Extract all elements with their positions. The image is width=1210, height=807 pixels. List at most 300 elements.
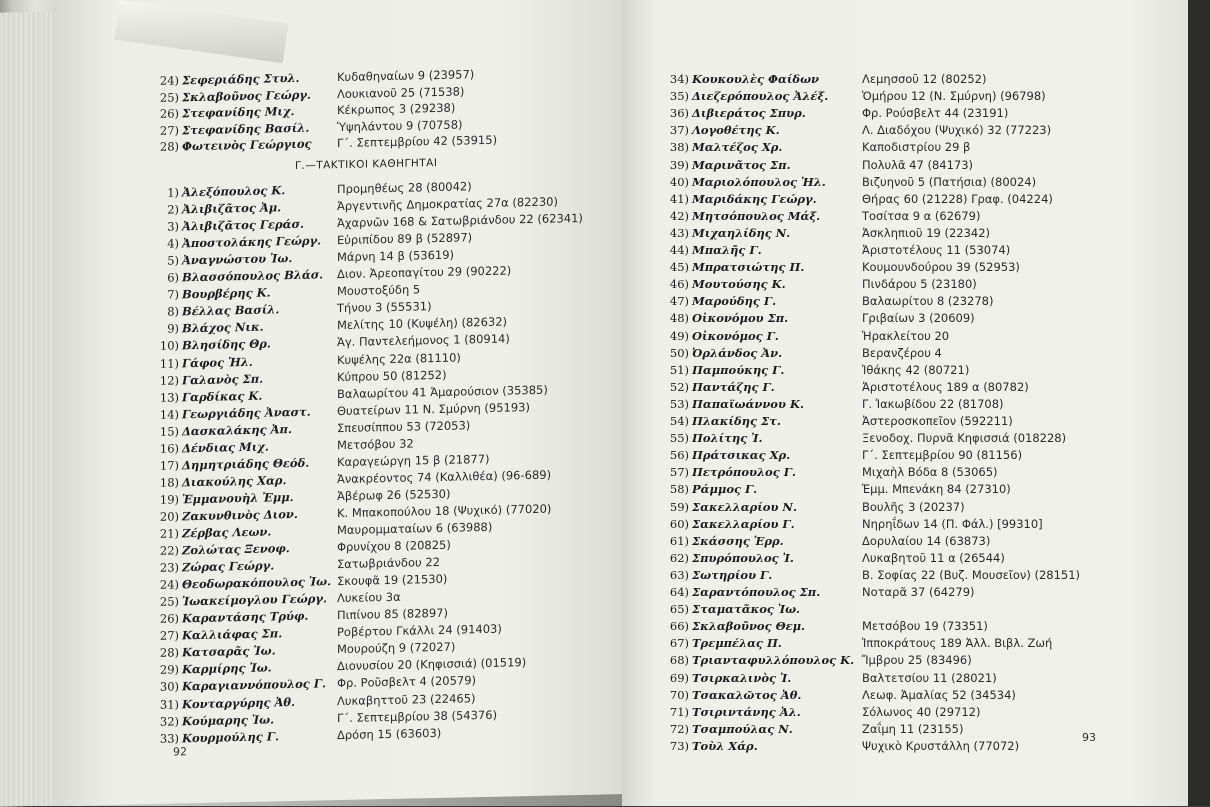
entry-name: Μαρούδης Γ. bbox=[692, 294, 777, 309]
entry-number: 34) bbox=[669, 72, 689, 86]
entry-address: Μάρνη 14 β (53619) bbox=[337, 247, 455, 265]
entry-name: Ἀποστολάκης Γεώργ. bbox=[182, 233, 322, 251]
entry-number: 15) bbox=[159, 424, 179, 439]
entry-number: 39) bbox=[669, 157, 689, 172]
entry-name-row bbox=[147, 217, 304, 234]
entry-name: Μιχαηλίδης Ν. bbox=[692, 225, 791, 240]
entry-name-row bbox=[147, 559, 274, 576]
entry-number: 63) bbox=[669, 567, 689, 582]
entry-name-row bbox=[147, 320, 264, 336]
entry-name-row bbox=[657, 140, 782, 154]
entry-name: Μπαλῆς Γ. bbox=[692, 243, 762, 257]
entry-name-row bbox=[147, 661, 272, 678]
entry-address: Ὁμήρου 12 (Ν. Σμύρνη) (96798) bbox=[862, 89, 1046, 104]
entry-name: Βουρβέρης Κ. bbox=[182, 285, 271, 302]
entry-number: 44) bbox=[669, 243, 689, 257]
entry-number: 65) bbox=[669, 602, 689, 617]
entry-number: 73) bbox=[669, 738, 689, 753]
entry-address: Ἱπποκράτους 189 Ἀλλ. Βιβλ. Ζωή bbox=[862, 636, 1053, 651]
entry-address: Δρόση 15 (63603) bbox=[337, 725, 442, 742]
entry-number: 27) bbox=[159, 123, 179, 138]
entry-number: 58) bbox=[669, 482, 689, 497]
entry-address: Νηρηΐδων 14 (Π. Φάλ.) [99310] bbox=[862, 516, 1043, 531]
entry-name-row bbox=[657, 192, 817, 206]
entry-name-row bbox=[657, 329, 779, 343]
entry-name-row bbox=[657, 380, 775, 394]
entry-name: Ἀλεξόπουλος Κ. bbox=[182, 183, 286, 200]
entry-number: 5) bbox=[167, 253, 179, 268]
entry-number: 7) bbox=[167, 287, 179, 302]
entry-number: 60) bbox=[669, 516, 689, 531]
entry-name-row bbox=[657, 397, 804, 411]
entry-name-row bbox=[657, 739, 758, 753]
entry-number: 62) bbox=[669, 550, 689, 565]
entry-number: 43) bbox=[669, 225, 689, 240]
entry-name-row bbox=[657, 89, 828, 103]
entry-name: Τσιρκαλινὸς Ἰ. bbox=[692, 670, 792, 685]
entry-number: 53) bbox=[669, 396, 689, 411]
entry-address: Ζαΐμη 11 (23155) bbox=[862, 721, 964, 736]
entry-name-row bbox=[657, 517, 795, 531]
entry-number: 70) bbox=[669, 687, 689, 702]
entry-name: Ἰωακείμογλου Γεώργ. bbox=[182, 591, 327, 609]
entry-address: Νοταρᾶ 37 (64279) bbox=[862, 585, 975, 599]
entry-name: Γαρδίκας Κ. bbox=[182, 388, 263, 404]
entry-number: 31) bbox=[159, 696, 179, 712]
entry-name-row bbox=[657, 688, 801, 702]
entry-number: 29) bbox=[159, 662, 179, 678]
entry-address: Γ. Ἰακωβίδου 22 (81708) bbox=[862, 396, 1004, 411]
entry-number: 9) bbox=[167, 321, 179, 337]
entry-name: Ὀρλάνδος Ἀν. bbox=[692, 345, 783, 360]
entry-address: Μετσόβου 32 bbox=[337, 436, 414, 452]
entry-name-row bbox=[147, 591, 327, 609]
entry-number: 12) bbox=[159, 372, 179, 388]
entry-number: 57) bbox=[669, 465, 689, 480]
entry-name: Διβιεράτος Σπυρ. bbox=[692, 106, 806, 121]
entry-name-row bbox=[657, 158, 791, 172]
entry-name: Στεφανίδης Βασίλ. bbox=[182, 120, 310, 138]
entry-number: 25) bbox=[159, 89, 179, 105]
entry-address: Πολυλᾶ 47 (84173) bbox=[862, 157, 974, 172]
entry-number: 6) bbox=[167, 270, 179, 285]
entry-address: Λυκείου 3α bbox=[337, 589, 401, 606]
entry-name-row bbox=[657, 414, 781, 428]
entry-address: Κουμουνδούρου 39 (52953) bbox=[862, 260, 1020, 275]
entry-number: 10) bbox=[159, 338, 179, 354]
entry-address: Ἀριστοτέλους 11 (53074) bbox=[862, 243, 1011, 257]
entry-address: Ἀργεντινῆς Δημοκρατίας 27α (82230) bbox=[337, 194, 558, 214]
entry-name-row bbox=[657, 346, 782, 360]
entry-name: Τρεμπέλας Π. bbox=[692, 636, 782, 651]
entry-name-row bbox=[147, 104, 295, 121]
entry-number: 72) bbox=[669, 721, 689, 736]
entry-address: Λυκαβηττοῦ 23 (22465) bbox=[337, 690, 476, 708]
entry-name: Τριανταφυλλόπουλος Κ. bbox=[692, 653, 855, 668]
entry-name: Διεζερόπουλος Ἀλέξ. bbox=[692, 89, 829, 104]
entry-address: Θήρας 60 (21228) Γραφ. (04224) bbox=[862, 191, 1053, 206]
entry-name: Μαρινᾶτος Σπ. bbox=[692, 157, 791, 172]
entry-address: Βερανζέρου 4 bbox=[862, 345, 942, 360]
entry-name-row bbox=[657, 363, 784, 377]
entry-name: Βλασσόπουλος Βλάσ. bbox=[182, 267, 324, 285]
entry-name-row bbox=[657, 653, 854, 667]
section-heading: Γ.—ΤΑΚΤΙΚΟΙ ΚΑΘΗΓΗΤΑΙ bbox=[295, 156, 438, 172]
entry-number: 38) bbox=[669, 140, 689, 155]
entry-address: Βιζυηνοῦ 5 (Πατήσια) (80024) bbox=[862, 174, 1037, 189]
entry-address: Κυδαθηναίων 9 (23957) bbox=[337, 67, 475, 85]
entry-number: 2) bbox=[167, 202, 179, 217]
entry-name-row bbox=[147, 541, 290, 558]
entry-name: Κούμαρης Ἰω. bbox=[182, 711, 275, 728]
entry-address: Βαλαωρίτου 41 Ἀμαρούσιον (35385) bbox=[337, 382, 548, 401]
entry-name-row bbox=[657, 226, 790, 240]
entry-address: Ξενοδοχ. Πυρνᾶ Κηφισσιά (018228) bbox=[862, 431, 1067, 446]
entry-name: Ζολώτας Ξενοφ. bbox=[182, 541, 290, 558]
entry-number: 42) bbox=[669, 208, 689, 223]
entry-address: Μιχαὴλ Βόδα 8 (53065) bbox=[862, 465, 998, 480]
entry-address: Καραγεώργη 15 β (21877) bbox=[337, 451, 490, 469]
entry-name-row bbox=[657, 175, 826, 189]
entry-name: Σωτηρίου Γ. bbox=[692, 567, 773, 582]
entry-name-row bbox=[657, 260, 804, 274]
entry-name: Ζακυνθινὸς Διον. bbox=[182, 506, 298, 524]
entry-address: Ἀνακρέοντος 74 (Καλλιθέα) (96-689) bbox=[337, 467, 552, 486]
entry-number: 36) bbox=[669, 106, 689, 121]
entry-name: Παπαϊωάννου Κ. bbox=[692, 396, 804, 411]
entry-number: 30) bbox=[159, 679, 179, 695]
entry-name-row bbox=[147, 712, 274, 729]
entry-number: 27) bbox=[159, 628, 179, 644]
entry-number: 48) bbox=[669, 311, 689, 326]
entry-address: Λ. Διαδόχου (Ψυχικό) 32 (77223) bbox=[862, 123, 1052, 138]
entry-name: Δένδιας Μιχ. bbox=[182, 439, 269, 456]
entry-name: Δημητριάδης Θεόδ. bbox=[182, 455, 310, 473]
entry-name-row bbox=[147, 729, 279, 746]
entry-name-row bbox=[657, 722, 793, 736]
entry-address: Μελίτης 10 (Κυψέλη) (82632) bbox=[337, 314, 508, 333]
entry-number: 8) bbox=[167, 304, 179, 319]
entry-number: 1) bbox=[167, 185, 179, 200]
entry-address: Λεμησσοῦ 12 (80252) bbox=[862, 72, 987, 86]
entry-address: Ἀχαρνῶν 168 & Σατωβριάνδου 22 (62341) bbox=[337, 211, 583, 231]
entry-address: Φρυνίχου 8 (20825) bbox=[337, 537, 451, 555]
entry-name: Κονταργύρης Ἀθ. bbox=[182, 694, 296, 711]
entry-number: 26) bbox=[159, 611, 179, 627]
entry-name-row bbox=[657, 294, 776, 308]
entry-number: 46) bbox=[669, 277, 689, 292]
entry-name: Μουτούσης Κ. bbox=[692, 277, 786, 292]
entry-name-row bbox=[147, 507, 298, 524]
entry-name: Τσαμπούλας Ν. bbox=[692, 721, 793, 736]
entry-address: Λυκαβητοῦ 11 α (26544) bbox=[862, 550, 1005, 565]
entry-name: Παμπούκης Γ. bbox=[692, 362, 785, 377]
entry-address: Ἴμβρου 25 (83496) bbox=[862, 653, 972, 668]
entry-number: 68) bbox=[669, 653, 689, 668]
entry-name: Πράτσικας Χρ. bbox=[692, 448, 791, 463]
entry-number: 35) bbox=[669, 89, 689, 104]
entry-name: Σακελλαρίου Ν. bbox=[692, 499, 797, 514]
entry-number: 56) bbox=[669, 448, 689, 463]
entry-name-row bbox=[147, 120, 309, 137]
entry-address: Σατωβριάνδου 22 bbox=[337, 555, 440, 572]
entry-name-row bbox=[657, 619, 805, 633]
entry-name-row bbox=[147, 268, 323, 286]
entry-address: Σπευσίππου 53 (72053) bbox=[337, 417, 471, 435]
entry-name-row bbox=[147, 234, 321, 252]
entry-name-row bbox=[147, 439, 269, 456]
entry-number: 14) bbox=[159, 407, 179, 422]
entry-name: Ἀναγνώστου Ἰω. bbox=[182, 251, 293, 268]
entry-number: 50) bbox=[669, 345, 689, 360]
entry-number: 28) bbox=[159, 645, 179, 661]
entry-name-row bbox=[657, 585, 820, 599]
entry-name: Μπρατσιώτης Π. bbox=[692, 260, 805, 275]
entry-address: Κ. Μπακοπούλου 18 (Ψυχικό) (77020) bbox=[337, 501, 552, 521]
entry-address: Θυατείρων 11 Ν. Σμύρνη (95193) bbox=[337, 399, 530, 418]
entry-number: 40) bbox=[669, 174, 689, 189]
entry-number: 49) bbox=[669, 328, 689, 343]
entry-name: Παντάζης Γ. bbox=[692, 379, 775, 394]
entry-name-row bbox=[657, 671, 791, 685]
entry-number: 3) bbox=[167, 219, 179, 234]
entry-name: Πλακίδης Στ. bbox=[692, 414, 781, 428]
entry-name: Σκλαβοῦνος Θεμ. bbox=[692, 619, 806, 634]
entry-number: 18) bbox=[159, 475, 179, 490]
entry-name-row bbox=[657, 277, 786, 291]
entry-name: Πολίτης Ἰ. bbox=[692, 431, 763, 446]
entry-number: 16) bbox=[159, 441, 179, 456]
entry-number: 32) bbox=[159, 713, 179, 729]
entry-number: 17) bbox=[159, 458, 179, 473]
entry-name: Διακούλης Χαρ. bbox=[182, 472, 287, 490]
entry-name-row bbox=[657, 311, 788, 325]
entry-address: Τοσίτσα 9 α (62679) bbox=[862, 208, 981, 223]
entry-name-row bbox=[147, 200, 281, 217]
entry-name: Δασκαλάκης Ἀπ. bbox=[182, 421, 292, 439]
entry-name-row bbox=[147, 473, 286, 490]
entry-name: Τσιριντάνης Ἀλ. bbox=[692, 704, 801, 719]
entry-address: Κέκρωπος 3 (29238) bbox=[337, 100, 456, 118]
entry-number: 33) bbox=[159, 730, 179, 746]
entry-name-row bbox=[657, 500, 797, 514]
entry-address: Διονυσίου 20 (Κηφισσιά) (01519) bbox=[337, 655, 527, 674]
entry-address: Γ΄. Σεπτεμβρίου 38 (54376) bbox=[337, 707, 498, 725]
entry-name-row bbox=[147, 183, 285, 200]
entry-address: Γ΄. Σεπτεμβρίου 90 (81156) bbox=[862, 448, 1023, 463]
entry-name: Γεωργιάδης Ἀναστ. bbox=[182, 404, 311, 421]
entry-name-row bbox=[147, 137, 312, 154]
entry-address: Καποδιστρίου 29 β bbox=[862, 140, 971, 155]
entry-address: Μαυρομματαίων 6 (63988) bbox=[337, 519, 493, 538]
entry-name: Σπυρόπουλος Ἰ. bbox=[692, 550, 794, 565]
entry-name-row bbox=[657, 465, 796, 479]
entry-name-row bbox=[147, 71, 300, 88]
entry-name: Καλλιάφας Σπ. bbox=[182, 626, 283, 643]
entry-name: Γαλανὸς Σπ. bbox=[182, 371, 264, 387]
entry-address: Φρ. Ρούσβελτ 44 (23191) bbox=[862, 106, 1009, 121]
entry-name-row bbox=[657, 106, 806, 120]
entry-address: Ἀβέρωφ 26 (52530) bbox=[337, 486, 451, 503]
entry-name: Φωτεινὸς Γεώργιος bbox=[182, 137, 312, 154]
entry-name: Σαραντόπουλος Σπ. bbox=[692, 585, 821, 599]
page-number-right: 93 bbox=[1082, 731, 1096, 744]
entry-address: Μουστοξύδη 5 bbox=[337, 282, 421, 299]
entry-number: 67) bbox=[669, 636, 689, 651]
entry-address: Μετσόβου 19 (73351) bbox=[862, 619, 988, 634]
entry-name-row bbox=[147, 354, 253, 370]
entry-name: Ζώρας Γεώργ. bbox=[182, 558, 275, 575]
entry-name: Βλάχος Νικ. bbox=[182, 320, 264, 336]
entry-name: Σκάσσης Ἑρρ. bbox=[692, 533, 784, 548]
entry-name: Κουρμούλης Γ. bbox=[182, 728, 279, 745]
entry-address: Ἀριστοτέλους 189 α (80782) bbox=[862, 379, 1029, 394]
entry-name-row bbox=[657, 431, 763, 445]
entry-name-row bbox=[657, 534, 784, 548]
entry-number: 47) bbox=[669, 294, 689, 309]
entry-address: Εὐριπίδου 89 β (52897) bbox=[337, 230, 473, 248]
entry-name-row bbox=[147, 251, 292, 268]
entry-address: Γριβαίων 3 (20609) bbox=[862, 311, 975, 326]
entry-address: Βαλτετσίου 11 (28021) bbox=[862, 670, 997, 685]
entry-number: 37) bbox=[669, 123, 689, 138]
entry-name-row bbox=[657, 568, 772, 582]
entry-name-row bbox=[147, 422, 292, 439]
entry-address: Κυψέλης 22α (81110) bbox=[337, 349, 461, 367]
entry-name-row bbox=[147, 694, 295, 711]
entry-address: Πινδάρου 5 (23180) bbox=[862, 277, 977, 292]
entry-name: Βέλλας Βασίλ. bbox=[182, 302, 280, 319]
right-page bbox=[622, 0, 1188, 806]
entry-name: Μαλτέζος Χρ. bbox=[692, 140, 783, 155]
entry-address: Κύπρου 50 (81252) bbox=[337, 367, 447, 384]
entry-address: Λεωφ. Ἀμαλίας 52 (34534) bbox=[862, 687, 1016, 702]
entry-name-row bbox=[147, 627, 282, 644]
entry-address: Ἀστεροσκοπεῖον (592211) bbox=[862, 414, 1013, 428]
entry-name-row bbox=[147, 286, 271, 303]
entry-name: Οἰκονόμου Σπ. bbox=[692, 311, 789, 326]
entry-address: Λουκιανοῦ 25 (71538) bbox=[337, 84, 465, 101]
entry-name: Τσακαλῶτος Ἀθ. bbox=[692, 687, 802, 702]
entry-number: 25) bbox=[159, 594, 179, 609]
entry-number: 52) bbox=[669, 379, 689, 394]
entry-address: Φρ. Ροῦσβελτ 4 (20579) bbox=[337, 673, 477, 691]
entry-name: Ἐμμανουὴλ Ἐμμ. bbox=[182, 489, 294, 507]
entry-name-row bbox=[657, 72, 819, 86]
entry-address: Προμηθέως 28 (80042) bbox=[337, 179, 472, 197]
entry-name: Σακελλαρίου Γ. bbox=[692, 516, 795, 531]
entry-name-row bbox=[147, 644, 276, 661]
entry-number: 28) bbox=[159, 139, 179, 155]
entry-number: 19) bbox=[159, 492, 179, 507]
entry-number: 66) bbox=[669, 619, 689, 634]
entry-number: 13) bbox=[159, 389, 179, 405]
entry-address: Μουρούζη 9 (72027) bbox=[337, 639, 456, 657]
entry-address: Σκουφᾶ 19 (21530) bbox=[337, 571, 448, 589]
entry-number: 23) bbox=[159, 560, 179, 575]
entry-number: 24) bbox=[159, 73, 179, 88]
entry-number: 21) bbox=[159, 526, 179, 541]
entry-name-row bbox=[657, 705, 801, 719]
entry-name: Τοὺλ Χάρ. bbox=[692, 738, 758, 753]
entry-name: Σκλαβοῦνος Γεώργ. bbox=[182, 87, 311, 104]
entry-address: Ἰθάκης 42 (80721) bbox=[862, 362, 970, 377]
entry-number: 22) bbox=[159, 543, 179, 558]
entry-name-row bbox=[147, 574, 331, 592]
entry-number: 59) bbox=[669, 499, 689, 514]
entry-address: Δορυλαίου 14 (63873) bbox=[862, 533, 991, 548]
entry-number: 71) bbox=[669, 704, 689, 719]
entry-name: Σεφεριάδης Στυλ. bbox=[182, 70, 300, 88]
page-stack-edge bbox=[0, 11, 60, 807]
entry-name: Ράμμος Γ. bbox=[692, 482, 758, 497]
entry-name-row bbox=[657, 482, 757, 496]
entry-address: Ροβέρτου Γκάλλι 24 (91403) bbox=[337, 621, 502, 640]
entry-address: Β. Σοφίας 22 (Βυζ. Μουσεῖον) (28151) bbox=[862, 567, 1081, 582]
entry-number: 55) bbox=[669, 431, 689, 446]
entry-name-row bbox=[147, 303, 279, 320]
entry-address: Βουλῆς 3 (20237) bbox=[862, 499, 965, 514]
entry-number: 64) bbox=[669, 585, 689, 599]
entry-name: Ἀλιβιζᾶτος Ἀμ. bbox=[182, 200, 282, 217]
entry-address: Πιπίνου 85 (82897) bbox=[337, 606, 448, 623]
entry-number: 26) bbox=[159, 106, 179, 121]
entry-number: 45) bbox=[669, 260, 689, 275]
entry-name-row bbox=[147, 388, 262, 404]
entry-number: 20) bbox=[159, 509, 179, 524]
entry-number: 61) bbox=[669, 533, 689, 548]
left-page bbox=[55, 0, 622, 806]
entry-name-row bbox=[657, 243, 762, 257]
entry-name-row bbox=[147, 677, 326, 695]
entry-name: Καραντάσης Τρύφ. bbox=[182, 608, 309, 626]
entry-number: 54) bbox=[669, 414, 689, 428]
entry-name: Μαριδάκης Γεώργ. bbox=[692, 191, 817, 206]
entry-name: Λογοθέτης Κ. bbox=[692, 123, 780, 138]
entry-name: Μητσόπουλος Μάξ. bbox=[692, 208, 821, 223]
entry-name-row bbox=[147, 609, 308, 626]
entry-address: Ὑψηλάντου 9 (70758) bbox=[337, 117, 463, 134]
entry-address: Σόλωνος 40 (29712) bbox=[862, 704, 981, 719]
entry-name: Μαριολόπουλος Ἠλ. bbox=[692, 174, 826, 189]
entry-address: Ψυχικὸ Κρυστάλλη (77072) bbox=[862, 738, 1020, 753]
entry-name-row bbox=[147, 524, 271, 541]
entry-number: 69) bbox=[669, 670, 689, 685]
entry-name: Καραγιαννόπουλος Γ. bbox=[182, 676, 326, 694]
entry-address: Ἀσκληπιοῦ 19 (22342) bbox=[862, 225, 991, 240]
entry-number: 4) bbox=[167, 236, 179, 251]
entry-name-row bbox=[147, 455, 309, 472]
entry-address: Γ΄. Σεπτεμβρίου 42 (53915) bbox=[337, 133, 498, 151]
book-cover-edge bbox=[1188, 0, 1210, 806]
entry-name-row bbox=[657, 551, 794, 565]
entry-address: Ἁγ. Παντελεήμονος 1 (80914) bbox=[337, 331, 510, 350]
entry-address: Τήνου 3 (55531) bbox=[337, 299, 432, 316]
entry-name-row bbox=[657, 123, 780, 137]
entry-name-row bbox=[657, 636, 782, 650]
entry-address: Ἡρακλείτου 20 bbox=[862, 328, 950, 343]
entry-number: 24) bbox=[159, 577, 179, 592]
entry-address: Βαλαωρίτου 8 (23278) bbox=[862, 294, 994, 309]
entry-name: Θεοδωρακόπουλος Ἰω. bbox=[182, 574, 332, 592]
entry-name-row bbox=[147, 404, 311, 421]
entry-name: Οἰκονόμος Γ. bbox=[692, 328, 779, 343]
entry-name: Πετρόπουλος Γ. bbox=[692, 465, 796, 480]
entry-name: Ἀλιβιζᾶτος Γεράσ. bbox=[182, 216, 304, 234]
entry-name: Γάφος Ἠλ. bbox=[182, 354, 253, 370]
entry-name-row bbox=[147, 371, 263, 387]
entry-name-row bbox=[657, 209, 820, 223]
